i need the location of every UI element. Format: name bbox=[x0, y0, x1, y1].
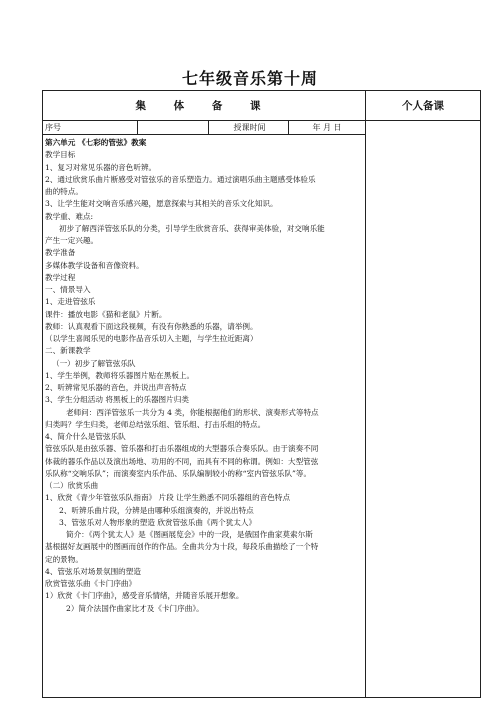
lesson-line: 欣赏管弦乐曲《卡门序曲》 bbox=[45, 579, 137, 588]
teaching-time-label: 授课时间 bbox=[209, 121, 289, 135]
lesson-line: 多媒体教学设备和音像资料。 bbox=[45, 260, 144, 270]
date-field: 年 月 日 bbox=[289, 121, 366, 135]
lesson-line: 课件：播放电影《猫和老鼠》片断。 bbox=[45, 309, 167, 319]
lesson-line: 教学重、难点: bbox=[45, 211, 94, 221]
personal-prep-cell bbox=[366, 121, 481, 698]
lesson-line: 初步了解西洋管弦乐队的分类，引导学生欣赏音乐、获得审美体验，对交响乐能 bbox=[59, 223, 325, 233]
lesson-line: 第六单元 《七彩的管弦》教案 bbox=[45, 138, 147, 147]
lesson-plan-table bbox=[42, 90, 481, 698]
seq-value bbox=[138, 121, 209, 135]
lesson-line: 2、听辨常见乐器的音色，并说出声音特点 bbox=[45, 383, 187, 392]
lesson-line: 产生一定兴趣。 bbox=[45, 236, 99, 245]
lesson-line: 1、欣赏《青少年管弦乐队指南》 片段 让学生熟悉不同乐器组的音色特点 bbox=[45, 493, 291, 503]
lesson-line: 2、听辨乐曲片段，分辨是由哪种乐组演奏的，并说出特点 bbox=[59, 505, 254, 515]
lesson-line: 定的景物。 bbox=[45, 554, 83, 564]
lesson-line: 教师：认真观看下面这段视频，有没有你熟悉的乐器，请举例。 bbox=[45, 321, 258, 331]
lesson-line: 基根据好友画展中的图画而创作的作品。全曲共分为十段，每段乐曲描绘了一个特 bbox=[45, 542, 319, 552]
lesson-line: 二、新课教学 bbox=[45, 346, 91, 356]
lesson-line: 2、通过欣赏乐曲片断感受对管弦乐的音乐塑造力。通过演唱乐曲主题感受体验乐 bbox=[45, 174, 316, 184]
lesson-line: 体裁的器乐作品以及演出场地、功用的不同，而具有不同的称谓。例如：大型管弦 bbox=[45, 456, 319, 466]
lesson-line: （二）欣赏乐曲 bbox=[45, 481, 99, 490]
lesson-line: 1、复习对常见乐器的音色听辨。 bbox=[45, 162, 157, 172]
lesson-line: （以学生喜闻乐见的电影作品音乐切入主题，与学生拉近距离） bbox=[45, 334, 258, 343]
lesson-line: 3、管弦乐对人物形象的塑造 欣赏管弦乐曲《两个犹太人》 bbox=[59, 517, 257, 527]
lesson-body bbox=[43, 135, 366, 698]
lesson-line: 3、学生分组活动 将黑板上的乐器图片归类 bbox=[45, 395, 189, 405]
collective-prep-header: 集 体 备 课 bbox=[43, 91, 366, 121]
lesson-line: 教学准备 bbox=[45, 248, 76, 258]
lesson-line: 简介：《两个犹太人》是《图画展览会》中的一段，是俄国作曲家莫索尔斯 bbox=[66, 530, 313, 539]
lesson-line: 4、简介什么是管弦乐队 bbox=[45, 432, 126, 441]
personal-prep-header: 个人备课 bbox=[366, 91, 481, 121]
lesson-line: 2）简介法国作曲家比才及《卡门序曲》。 bbox=[66, 603, 204, 613]
lesson-line: 1、走进管弦乐 bbox=[45, 297, 96, 307]
lesson-line: 乐队称“交响乐队”；而演奏室内乐作品、乐队编制较小的称“室内管弦乐队”等。 bbox=[45, 468, 312, 478]
lesson-line: （一）初步了解管弦乐队 bbox=[52, 358, 136, 368]
lesson-line: 归类吗？学生归类，老师总结弦乐组、管乐组、打击乐组的特点。 bbox=[45, 419, 266, 429]
lesson-line: 曲的特点。 bbox=[45, 187, 83, 196]
lesson-line: 3、让学生能对交响音乐感兴趣，愿意探索与其相关的音乐文化知识。 bbox=[45, 199, 278, 209]
lesson-line: 1、学生举例，教师将乐器图片贴在黑板上。 bbox=[45, 370, 195, 380]
lesson-line: 教学目标 bbox=[45, 150, 76, 160]
seq-label: 序号 bbox=[43, 121, 138, 135]
lesson-line: 一、情景导入 bbox=[45, 285, 91, 294]
lesson-lines bbox=[45, 137, 363, 615]
lesson-line: 老师问：西洋管弦乐一共分为 4 类，你能根据他们的形状、演奏形式等特点 bbox=[66, 407, 319, 417]
lesson-line: 4、管弦乐对场景氛围的塑造 bbox=[45, 566, 141, 576]
lesson-line: 教学过程 bbox=[45, 272, 76, 282]
page-title: 七年级音乐第十周 bbox=[181, 69, 318, 88]
lesson-line: 1）欣赏《卡门序曲》，感受音乐情绪，并随音乐展开想象。 bbox=[45, 591, 244, 601]
lesson-line: 管弦乐队是由弦乐器、管乐器和打击乐器组成的大型器乐合奏乐队。由于演奏不同 bbox=[45, 444, 319, 454]
